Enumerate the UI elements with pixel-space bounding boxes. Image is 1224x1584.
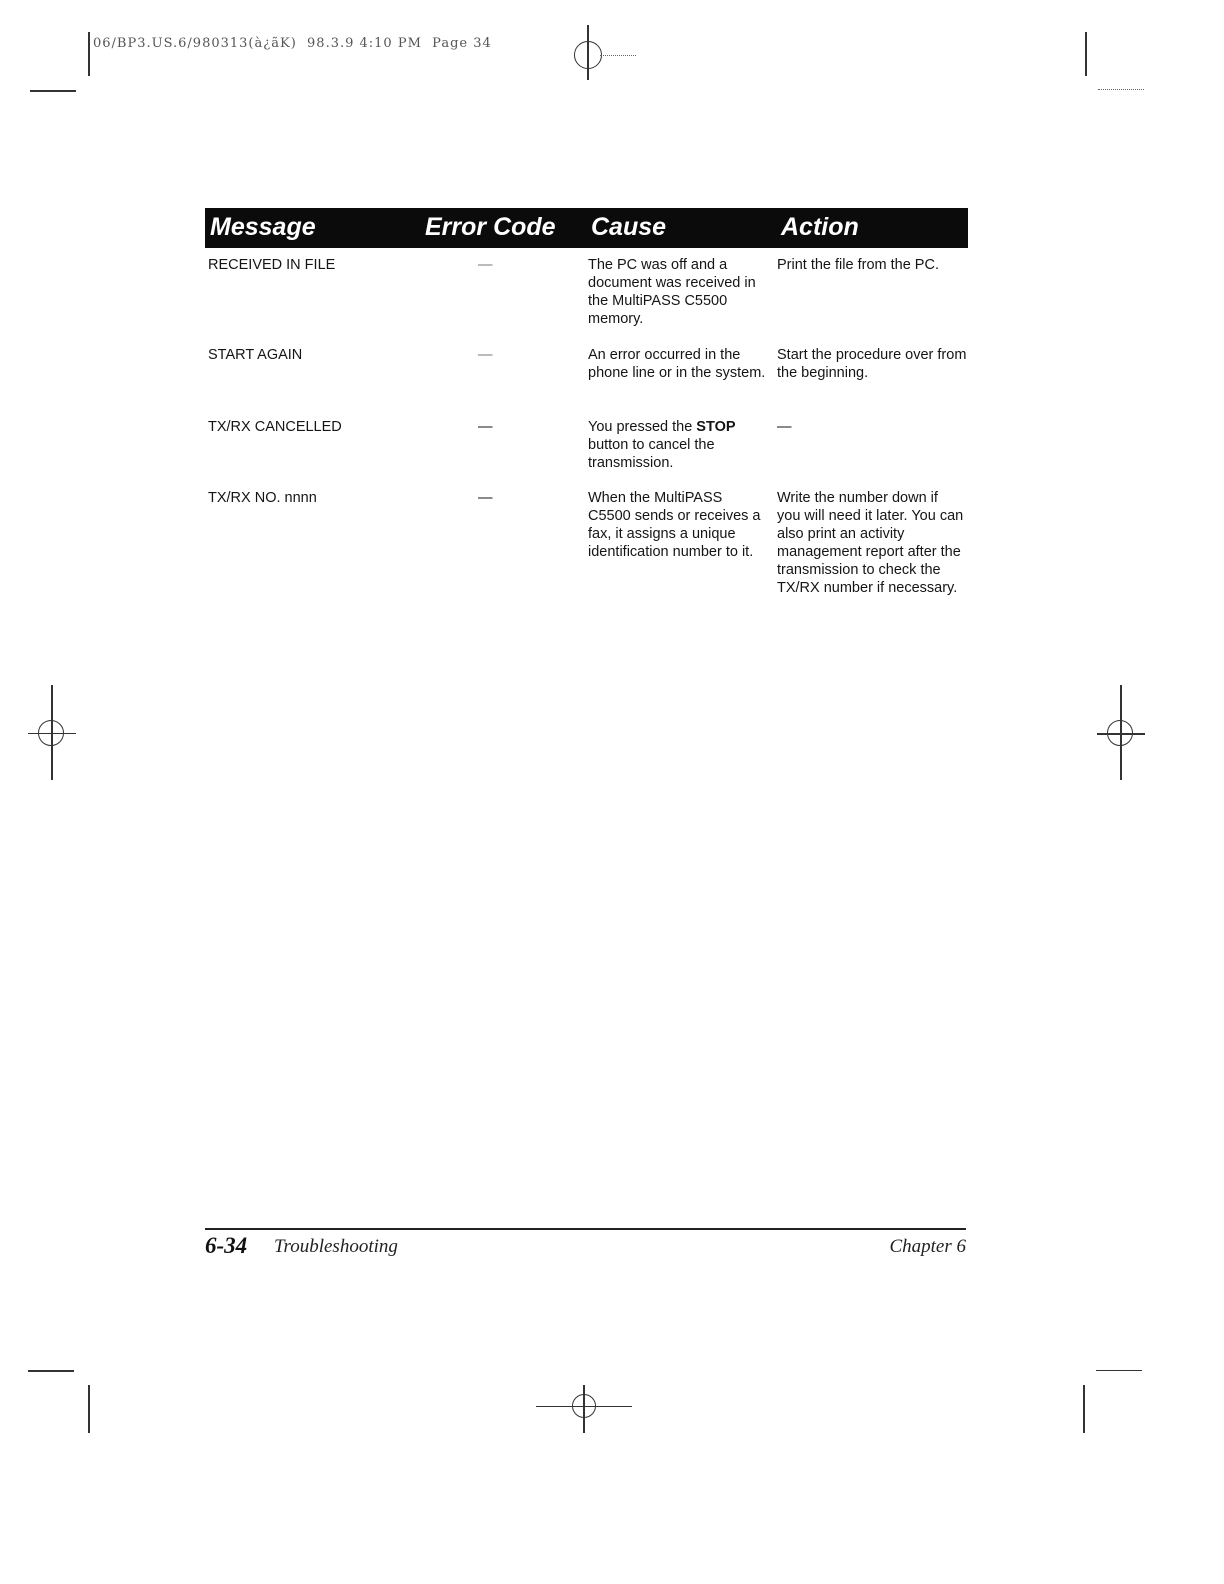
action-cell: Start the procedure over from the beginning.: [777, 347, 967, 381]
cause-text-post: button to cancel the transmission.: [588, 437, 715, 471]
cause-cell: An error occurred in the phone line or in the system.: [588, 347, 766, 381]
cause-text-pre: You pressed the: [588, 419, 697, 435]
print-slug: 06/BP3.US.6/980313(à¿ãK) 98.3.9 4:10 PM Page 34: [93, 36, 492, 51]
error-code-cell: —: [478, 419, 493, 435]
cause-cell: [588, 418, 766, 472]
stop-button-label: STOP: [696, 419, 736, 435]
registration-mark-left-horizontal: [28, 733, 76, 734]
crop-mark-bottom-left-vertical: [88, 1385, 90, 1433]
action-cell: Write the number down if you will need it later. You can also print an activity management report after the transmission to check the TX/RX number if necessary.: [777, 490, 964, 596]
page-number: 6-34: [205, 1233, 248, 1258]
crop-mark-top-left-vertical: [88, 32, 90, 76]
crop-mark-top-right-dash: [1098, 89, 1144, 90]
registration-mark-top-vertical: [587, 25, 589, 80]
action-cell: Print the file from the PC.: [777, 257, 939, 273]
message-cell: RECEIVED IN FILE: [208, 257, 336, 273]
header-cause: Cause: [591, 213, 667, 241]
cause-cell: The PC was off and a document was received in the MultiPASS C5500 memory.: [588, 257, 756, 327]
crop-mark-top-left-horizontal: [30, 90, 76, 92]
crop-mark-top-right-vertical: [1085, 32, 1087, 76]
header-action: Action: [781, 213, 859, 241]
footer-rule: [205, 1228, 966, 1230]
cause-cell: When the MultiPASS C5500 sends or receives a fax, it assigns a unique identification number to it.: [588, 490, 761, 560]
error-code-cell: —: [478, 490, 493, 506]
message-cell: TX/RX CANCELLED: [208, 419, 342, 435]
registration-mark-top-dash: [600, 55, 636, 56]
crop-mark-bottom-right-horizontal: [1096, 1370, 1142, 1371]
table-header: [205, 208, 968, 248]
error-code-cell: —: [478, 257, 493, 273]
registration-mark-bottom-horizontal: [536, 1406, 632, 1407]
chapter-label: Chapter 6: [889, 1236, 966, 1257]
header-message: Message: [210, 213, 316, 241]
message-cell: TX/RX NO. nnnn: [208, 490, 317, 506]
crop-mark-bottom-right-vertical: [1083, 1385, 1085, 1433]
registration-mark-right-horizontal: [1097, 733, 1145, 735]
crop-mark-bottom-left-horizontal: [28, 1370, 74, 1372]
error-code-cell: —: [478, 347, 493, 363]
section-title: Troubleshooting: [274, 1236, 398, 1257]
action-cell: —: [777, 419, 792, 435]
message-cell: START AGAIN: [208, 347, 303, 363]
header-error-code: Error Code: [425, 213, 556, 241]
registration-mark-bottom-vertical: [583, 1385, 585, 1433]
